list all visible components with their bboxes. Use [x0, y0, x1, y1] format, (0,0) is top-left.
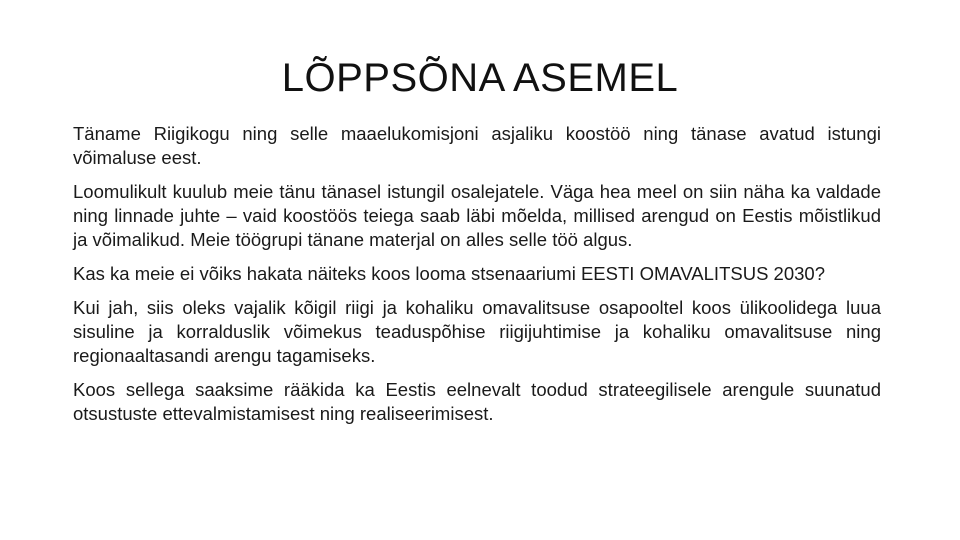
paragraph-strategic-decisions: Koos sellega saaksime rääkida ka Eestis eelnevalt toodud strateegilisele arengule suunatud otsustuste ettevalmistamisest ning realiseerimisest. [73, 379, 881, 424]
slide-title: LÕPPSÕNA ASEMEL [281, 56, 679, 100]
paragraph-scenario-question: Kas ka meie ei võiks hakata näiteks koos looma stsenaariumi EESTI OMAVALITSUS 2030? [73, 263, 825, 284]
paragraph-capability: Kui jah, siis oleks vajalik kõigil riigi ja kohaliku omavalitsuse osapooltel koos ülikoolidega luua sisuline ja korralduslik võimekus teaduspõhise riigijuhtimise ja kohaliku omavalitsuse ning regionaaltasandi arengu tagamiseks. [73, 297, 881, 366]
paragraph-thanks-riigikogu: Täname Riigikogu ning selle maaelukomisjoni asjaliku koostöö ning tänase avatud istungi võimaluse eest. [73, 123, 881, 168]
slide-body [73, 122, 881, 436]
paragraph-thanks-participants: Loomulikult kuulub meie tänu tänasel istungil osalejatele. Väga hea meel on siin näha ka valdade ning linnade juhte – vaid koostöös teiega saab läbi mõelda, millised arengud on Eestis mõistlikud ja võimalikud. Meie töögrupi tänane materjal on alles selle töö algus. [73, 181, 881, 250]
